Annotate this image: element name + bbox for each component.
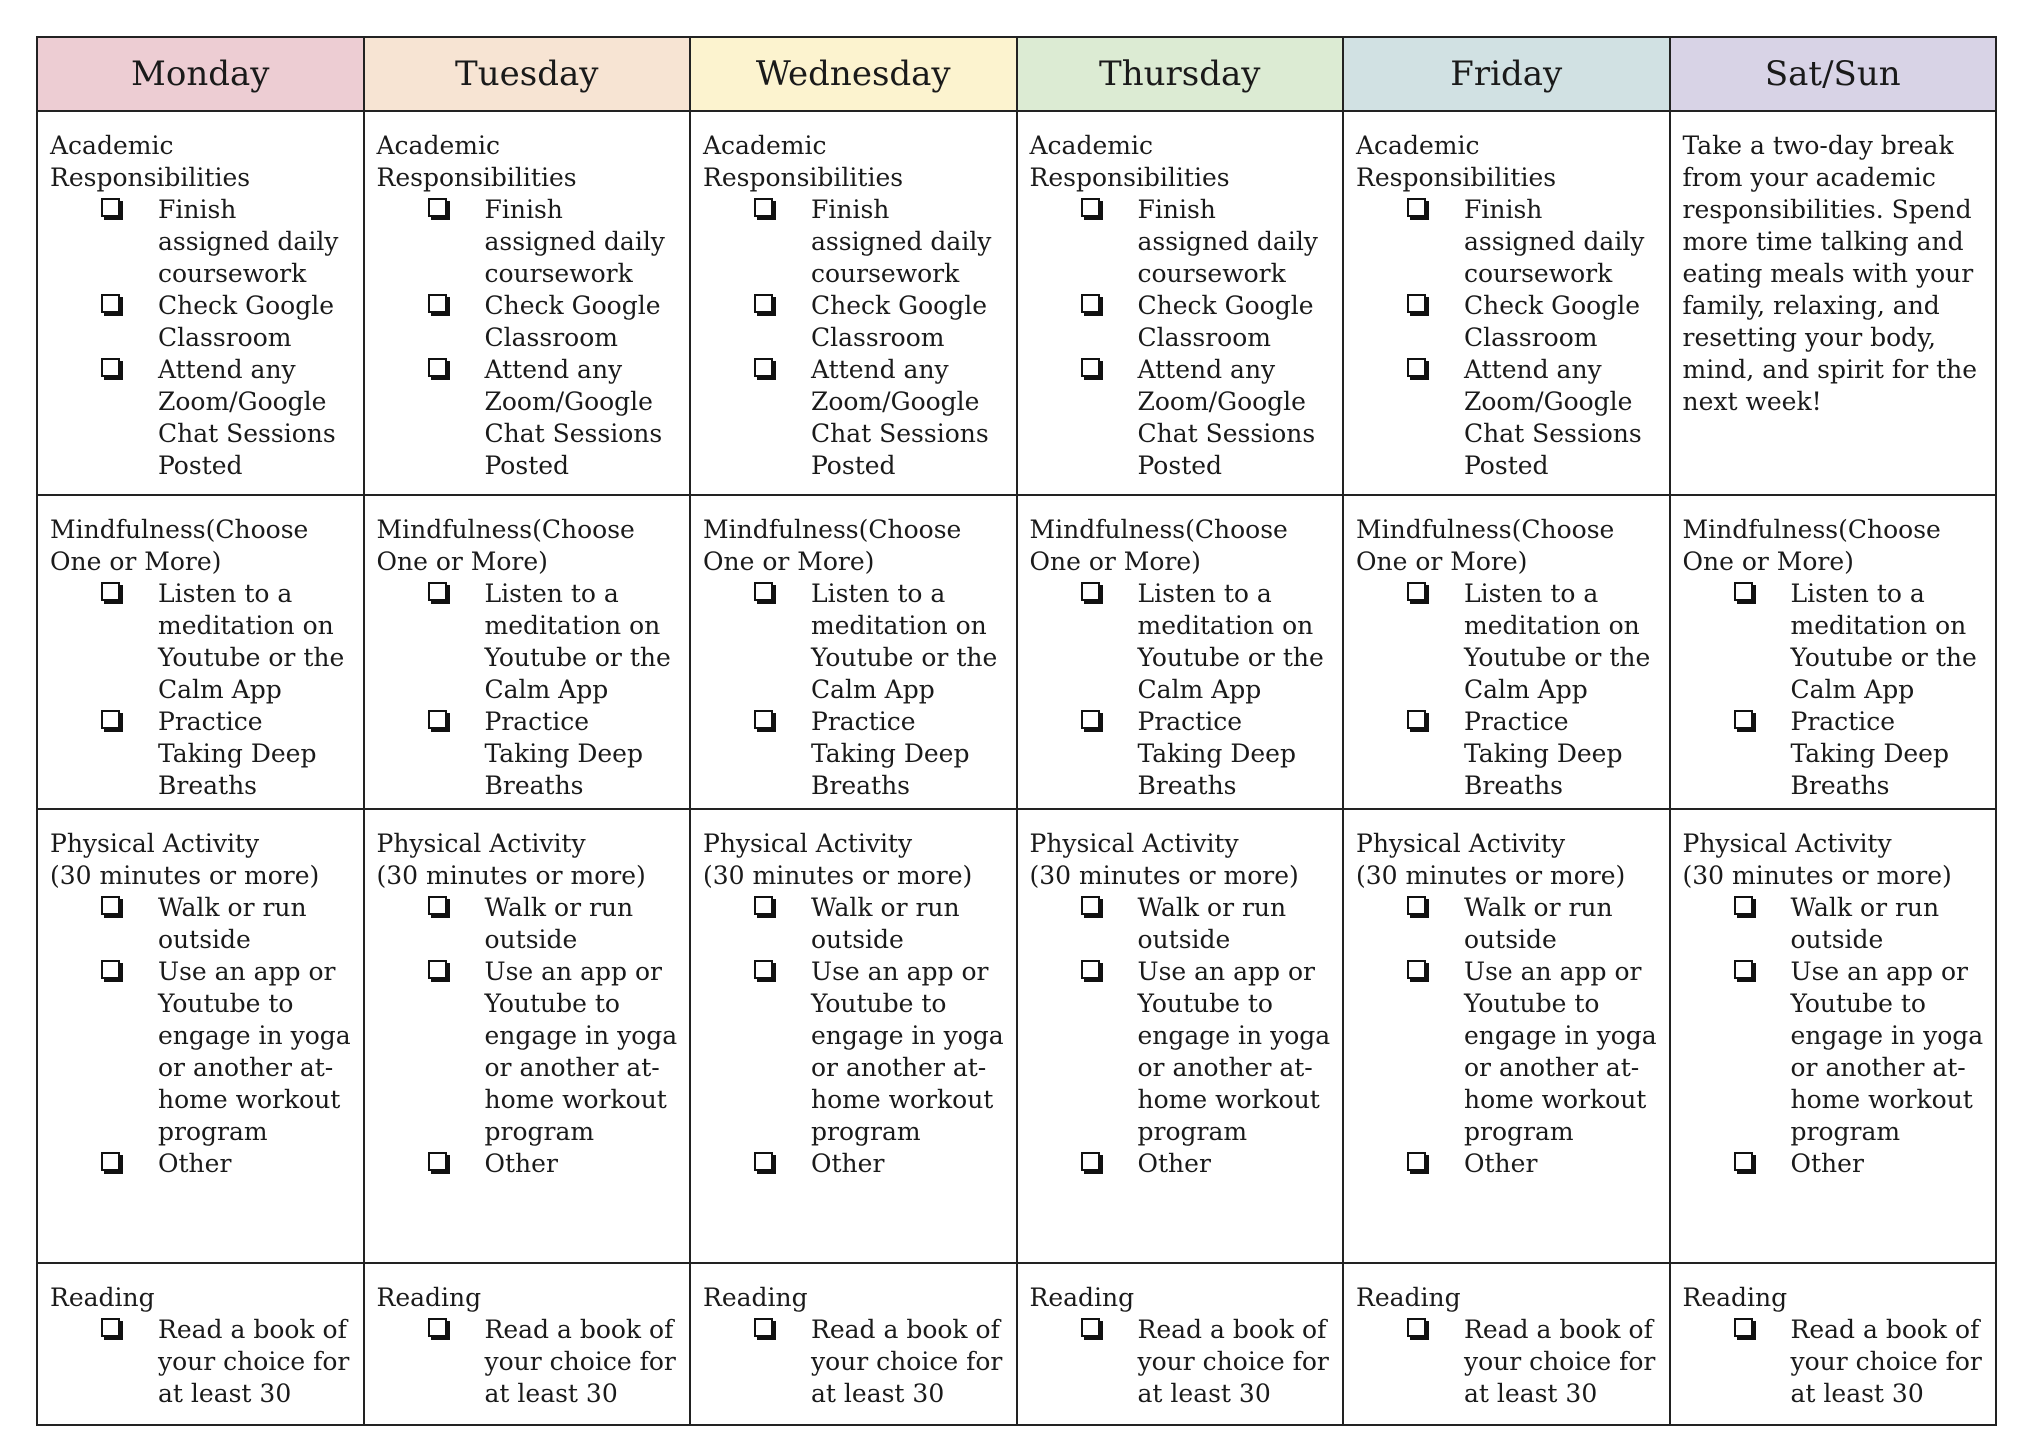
checkbox-icon[interactable]: [1081, 582, 1100, 601]
checklist-item[interactable]: [158, 1148, 355, 1180]
checkbox-icon[interactable]: [754, 896, 773, 915]
checklist-item-label: Use an app or Youtube to engage in yoga or another at-home workout program: [158, 957, 351, 1146]
checkbox-icon[interactable]: [1081, 198, 1100, 217]
section-title: Physical Activity: [1356, 829, 1566, 858]
section-title: Physical Activity: [703, 829, 913, 858]
checklist-item-label: Listen to a meditation on Youtube or the Calm App: [811, 579, 998, 704]
checklist: [1683, 578, 1988, 802]
checkbox-icon[interactable]: [1407, 896, 1426, 915]
checklist-item[interactable]: [1138, 956, 1335, 1148]
checklist-item[interactable]: [1464, 956, 1661, 1148]
checklist-item[interactable]: [158, 354, 355, 482]
checklist-item-label: Practice Taking Deep Breaths: [158, 707, 317, 800]
checklist-item[interactable]: [1464, 1314, 1661, 1410]
checklist: [50, 578, 355, 802]
checklist-item-label: Listen to a meditation on Youtube or the Calm App: [158, 579, 345, 704]
day-header-weekend: Sat/Sun: [1670, 37, 1997, 111]
checklist-item-label: Listen to a meditation on Youtube or the Calm App: [1137, 579, 1324, 704]
checklist: [1683, 1314, 1988, 1410]
checklist: [377, 578, 682, 802]
reading-cell-weekend: [1670, 1263, 1997, 1425]
checklist-item-label: Walk or run outside: [484, 893, 634, 954]
checkbox-icon[interactable]: [101, 198, 120, 217]
checkbox-icon[interactable]: [1407, 1318, 1426, 1337]
checklist: [1683, 892, 1988, 1180]
checklist-item[interactable]: [1791, 706, 1988, 802]
checklist-item-label: Use an app or Youtube to engage in yoga or another at-home workout program: [484, 957, 678, 1146]
checkbox-icon[interactable]: [1081, 1318, 1100, 1337]
checklist-item-label: Practice Taking Deep Breaths: [484, 707, 643, 800]
checklist-item-label: Walk or run outside: [811, 893, 960, 954]
section-title: Reading: [1682, 1283, 1788, 1312]
checkbox-icon[interactable]: [1081, 896, 1100, 915]
physical-cell-monday: [37, 809, 364, 1263]
checklist-item[interactable]: [158, 578, 355, 706]
checkbox-icon[interactable]: [1407, 710, 1426, 729]
section-title: Reading: [703, 1283, 808, 1312]
checklist-item[interactable]: [811, 1314, 1008, 1410]
checkbox-icon[interactable]: [101, 960, 120, 979]
checklist: [1030, 892, 1335, 1180]
checklist-item[interactable]: [1791, 578, 1988, 706]
checkbox-icon[interactable]: [428, 960, 447, 979]
checklist-item[interactable]: [811, 1148, 1008, 1180]
checklist-item-label: Listen to a meditation on Youtube or the Calm App: [1464, 579, 1651, 704]
checklist-item[interactable]: [158, 892, 355, 956]
checkbox-icon[interactable]: [101, 358, 120, 377]
checklist-item-label: Finish assigned daily coursework: [484, 195, 665, 288]
checklist-item-label: Walk or run outside: [1790, 893, 1940, 954]
checklist-item[interactable]: [811, 354, 1008, 482]
checkbox-icon[interactable]: [1081, 960, 1100, 979]
checklist-item[interactable]: [1138, 1148, 1335, 1180]
checklist: [1356, 194, 1661, 482]
mindfulness-cell-friday: [1343, 495, 1670, 809]
checkbox-icon[interactable]: [428, 1152, 447, 1171]
checklist-item[interactable]: [1464, 706, 1661, 802]
checklist-item[interactable]: [1791, 956, 1988, 1148]
section-title: Physical Activity: [1029, 829, 1239, 858]
checklist-item-label: Check Google Classroom: [1464, 291, 1640, 352]
checklist: [50, 892, 355, 1180]
checkbox-icon[interactable]: [101, 582, 120, 601]
checklist-item-label: Attend any Zoom/Google Chat Sessions Posted: [1137, 355, 1316, 480]
checklist-item-label: Finish assigned daily coursework: [158, 195, 339, 288]
checklist: [1030, 1314, 1335, 1410]
checkbox-icon[interactable]: [1734, 582, 1753, 601]
section-title: Reading: [376, 1283, 482, 1312]
physical-cell-wednesday: [690, 809, 1017, 1263]
academic-cell-monday: [37, 111, 364, 495]
checkbox-icon[interactable]: [1734, 710, 1753, 729]
checklist-item-label: Attend any Zoom/Google Chat Sessions Posted: [158, 355, 336, 480]
checklist-item-label: Check Google Classroom: [484, 291, 661, 352]
checklist-item-label: Other: [811, 1149, 885, 1178]
section-title: Mindfulness(Choose One or More): [1029, 515, 1288, 576]
reading-cell-friday: [1343, 1263, 1670, 1425]
section-title: Academic Responsibilities: [703, 131, 904, 192]
reading-row: [37, 1263, 1996, 1425]
physical-cell-weekend: [1670, 809, 1997, 1263]
checklist: [1356, 578, 1661, 802]
checklist-item-label: Finish assigned daily coursework: [811, 195, 992, 288]
checklist-item[interactable]: [1464, 892, 1661, 956]
weekly-schedule-table: [36, 36, 1997, 1426]
section-subtitle: (30 minutes or more): [50, 861, 320, 890]
checklist-item[interactable]: [485, 578, 682, 706]
checklist-item-label: Practice Taking Deep Breaths: [811, 707, 970, 800]
checklist-item-label: Finish assigned daily coursework: [1464, 195, 1645, 288]
checklist-item[interactable]: [1791, 892, 1988, 956]
checklist: [1356, 892, 1661, 1180]
checklist-item[interactable]: [158, 194, 355, 290]
checklist-item-label: Check Google Classroom: [1137, 291, 1314, 352]
checklist-item[interactable]: [485, 892, 682, 956]
checklist: [50, 1314, 355, 1410]
checklist-item[interactable]: [485, 1314, 682, 1410]
checklist-item[interactable]: [158, 706, 355, 802]
checkbox-icon[interactable]: [428, 294, 447, 313]
checklist-item-label: Listen to a meditation on Youtube or the Calm App: [1790, 579, 1977, 704]
day-header-row: [37, 37, 1996, 111]
section-title: Mindfulness(Choose One or More): [1682, 515, 1941, 576]
checklist-item-label: Practice Taking Deep Breaths: [1790, 707, 1949, 800]
mindfulness-cell-thursday: [1017, 495, 1344, 809]
section-title: Academic Responsibilities: [1356, 131, 1557, 192]
checkbox-icon[interactable]: [428, 710, 447, 729]
day-header-wednesday: Wednesday: [690, 37, 1017, 111]
checkbox-icon[interactable]: [428, 896, 447, 915]
checklist-item-label: Finish assigned daily coursework: [1137, 195, 1318, 288]
checklist-item-label: Walk or run outside: [1137, 893, 1287, 954]
checklist-item-label: Other: [1137, 1149, 1211, 1178]
checklist-item-label: Use an app or Youtube to engage in yoga or another at-home workout program: [811, 957, 1004, 1146]
mindfulness-cell-weekend: [1670, 495, 1997, 809]
checklist-item[interactable]: [485, 706, 682, 802]
section-title: Reading: [50, 1283, 155, 1312]
checkbox-icon[interactable]: [1081, 294, 1100, 313]
checkbox-icon[interactable]: [1407, 198, 1426, 217]
section-title: Reading: [1029, 1283, 1135, 1312]
checklist-item[interactable]: [811, 194, 1008, 290]
checklist-item[interactable]: [1464, 354, 1661, 482]
day-header-tuesday: Tuesday: [364, 37, 691, 111]
checklist-item[interactable]: [1138, 892, 1335, 956]
checklist-item-label: Other: [1790, 1149, 1864, 1178]
mindfulness-cell-monday: [37, 495, 364, 809]
checklist: [703, 1314, 1008, 1410]
checklist-item[interactable]: [1464, 1148, 1661, 1180]
checklist-item[interactable]: [1791, 1314, 1988, 1410]
checklist-item[interactable]: [485, 194, 682, 290]
weekend-break-text: Take a two-day break from your academic responsibilities. Spend more time talking and eating meals with your family, relaxing, and resetting your body, mind, and spirit for the next week!: [1682, 131, 1978, 416]
checklist-item-label: Read a book of your choice for at least 30: [158, 1315, 350, 1408]
checklist: [377, 194, 682, 482]
checklist-item-label: Read a book of your choice for at least 30: [1790, 1315, 1982, 1408]
checkbox-icon[interactable]: [428, 198, 447, 217]
section-title: Academic Responsibilities: [376, 131, 577, 192]
checkbox-icon[interactable]: [754, 198, 773, 217]
checkbox-icon[interactable]: [1407, 1152, 1426, 1171]
checklist-item-label: Use an app or Youtube to engage in yoga or another at-home workout program: [1464, 957, 1657, 1146]
checkbox-icon[interactable]: [754, 358, 773, 377]
checklist-item[interactable]: [485, 956, 682, 1148]
section-title: Academic Responsibilities: [1029, 131, 1230, 192]
checklist-item-label: Read a book of your choice for at least 30: [1464, 1315, 1656, 1408]
academic-cell-thursday: [1017, 111, 1344, 495]
checkbox-icon[interactable]: [754, 294, 773, 313]
checklist: [703, 892, 1008, 1180]
checklist-item[interactable]: [1464, 290, 1661, 354]
checklist-item-label: Attend any Zoom/Google Chat Sessions Posted: [811, 355, 989, 480]
checklist-item-label: Walk or run outside: [1464, 893, 1613, 954]
checklist-item-label: Attend any Zoom/Google Chat Sessions Posted: [1464, 355, 1642, 480]
physical-cell-friday: [1343, 809, 1670, 1263]
checklist: [703, 578, 1008, 802]
checklist-item-label: Practice Taking Deep Breaths: [1137, 707, 1296, 800]
checkbox-icon[interactable]: [1734, 1318, 1753, 1337]
academic-cell-weekend: [1670, 111, 1997, 495]
reading-cell-thursday: [1017, 1263, 1344, 1425]
day-header-monday: Monday: [37, 37, 364, 111]
checklist: [1356, 1314, 1661, 1410]
checklist-item-label: Practice Taking Deep Breaths: [1464, 707, 1623, 800]
checklist: [1030, 194, 1335, 482]
academic-cell-wednesday: [690, 111, 1017, 495]
checkbox-icon[interactable]: [101, 710, 120, 729]
checklist-item[interactable]: [1464, 194, 1661, 290]
checklist-item[interactable]: [811, 578, 1008, 706]
checklist: [703, 194, 1008, 482]
physical-activity-row: [37, 809, 1996, 1263]
section-subtitle: (30 minutes or more): [703, 861, 973, 890]
physical-cell-tuesday: [364, 809, 691, 1263]
mindfulness-row: [37, 495, 1996, 809]
checklist: [50, 194, 355, 482]
checkbox-icon[interactable]: [428, 1318, 447, 1337]
checkbox-icon[interactable]: [1734, 960, 1753, 979]
checklist-item[interactable]: [485, 290, 682, 354]
checkbox-icon[interactable]: [428, 582, 447, 601]
checkbox-icon[interactable]: [101, 1318, 120, 1337]
checklist-item[interactable]: [1138, 1314, 1335, 1410]
mindfulness-cell-wednesday: [690, 495, 1017, 809]
checklist-item-label: Other: [158, 1149, 232, 1178]
checkbox-icon[interactable]: [754, 960, 773, 979]
checklist-item[interactable]: [811, 290, 1008, 354]
checklist-item[interactable]: [485, 1148, 682, 1180]
reading-cell-monday: [37, 1263, 364, 1425]
checklist-item-label: Check Google Classroom: [158, 291, 334, 352]
checkbox-icon[interactable]: [1407, 960, 1426, 979]
academic-row: [37, 111, 1996, 495]
checkbox-icon[interactable]: [101, 294, 120, 313]
reading-cell-wednesday: [690, 1263, 1017, 1425]
checklist-item[interactable]: [1138, 290, 1335, 354]
checkbox-icon[interactable]: [754, 582, 773, 601]
checklist-item[interactable]: [158, 956, 355, 1148]
checklist-item[interactable]: [811, 892, 1008, 956]
checklist-item[interactable]: [1464, 578, 1661, 706]
section-title: Mindfulness(Choose One or More): [703, 515, 962, 576]
checklist-item[interactable]: [158, 1314, 355, 1410]
checklist-item-label: Attend any Zoom/Google Chat Sessions Posted: [484, 355, 663, 480]
checkbox-icon[interactable]: [1081, 358, 1100, 377]
checkbox-icon[interactable]: [1081, 710, 1100, 729]
reading-cell-tuesday: [364, 1263, 691, 1425]
checklist-item-label: Read a book of your choice for at least 30: [484, 1315, 676, 1408]
checklist-item-label: Read a book of your choice for at least 30: [1137, 1315, 1329, 1408]
day-header-friday: Friday: [1343, 37, 1670, 111]
checklist-item-label: Walk or run outside: [158, 893, 307, 954]
checklist-item-label: Listen to a meditation on Youtube or the Calm App: [484, 579, 671, 704]
checkbox-icon[interactable]: [1407, 358, 1426, 377]
academic-cell-tuesday: [364, 111, 691, 495]
checklist-item[interactable]: [811, 956, 1008, 1148]
checklist-item-label: Other: [1464, 1149, 1538, 1178]
checklist-item-label: Use an app or Youtube to engage in yoga or another at-home workout program: [1790, 957, 1984, 1146]
checkbox-icon[interactable]: [1734, 1152, 1753, 1171]
section-title: Physical Activity: [1682, 829, 1892, 858]
checkbox-icon[interactable]: [1407, 582, 1426, 601]
academic-cell-friday: [1343, 111, 1670, 495]
checklist-item[interactable]: [1138, 578, 1335, 706]
checklist: [377, 892, 682, 1180]
mindfulness-cell-tuesday: [364, 495, 691, 809]
checkbox-icon[interactable]: [1734, 896, 1753, 915]
section-title: Mindfulness(Choose One or More): [1356, 515, 1615, 576]
section-subtitle: (30 minutes or more): [1682, 861, 1952, 890]
checklist: [377, 1314, 682, 1410]
checklist-item[interactable]: [1138, 706, 1335, 802]
checklist-item[interactable]: [485, 354, 682, 482]
physical-cell-thursday: [1017, 809, 1344, 1263]
checklist-item[interactable]: [1791, 1148, 1988, 1180]
checklist-item-label: Other: [484, 1149, 558, 1178]
section-subtitle: (30 minutes or more): [1029, 861, 1299, 890]
checklist-item[interactable]: [158, 290, 355, 354]
checkbox-icon[interactable]: [101, 1152, 120, 1171]
checklist-item-label: Use an app or Youtube to engage in yoga or another at-home workout program: [1137, 957, 1331, 1146]
section-title: Physical Activity: [50, 829, 260, 858]
checkbox-icon[interactable]: [1081, 1152, 1100, 1171]
checklist-item-label: Check Google Classroom: [811, 291, 987, 352]
section-subtitle: (30 minutes or more): [376, 861, 646, 890]
section-title: Physical Activity: [376, 829, 586, 858]
checkbox-icon[interactable]: [1407, 294, 1426, 313]
section-title: Reading: [1356, 1283, 1461, 1312]
section-title: Academic Responsibilities: [50, 131, 251, 192]
checklist: [1030, 578, 1335, 802]
section-title: Mindfulness(Choose One or More): [376, 515, 635, 576]
checkbox-icon[interactable]: [101, 896, 120, 915]
day-header-thursday: Thursday: [1017, 37, 1344, 111]
checkbox-icon[interactable]: [754, 1152, 773, 1171]
section-title: Mindfulness(Choose One or More): [50, 515, 309, 576]
checklist-item[interactable]: [1138, 194, 1335, 290]
section-subtitle: (30 minutes or more): [1356, 861, 1626, 890]
checkbox-icon[interactable]: [428, 358, 447, 377]
checklist-item-label: Read a book of your choice for at least 30: [811, 1315, 1003, 1408]
checklist-item[interactable]: [811, 706, 1008, 802]
checklist-item[interactable]: [1138, 354, 1335, 482]
checkbox-icon[interactable]: [754, 1318, 773, 1337]
checkbox-icon[interactable]: [754, 710, 773, 729]
